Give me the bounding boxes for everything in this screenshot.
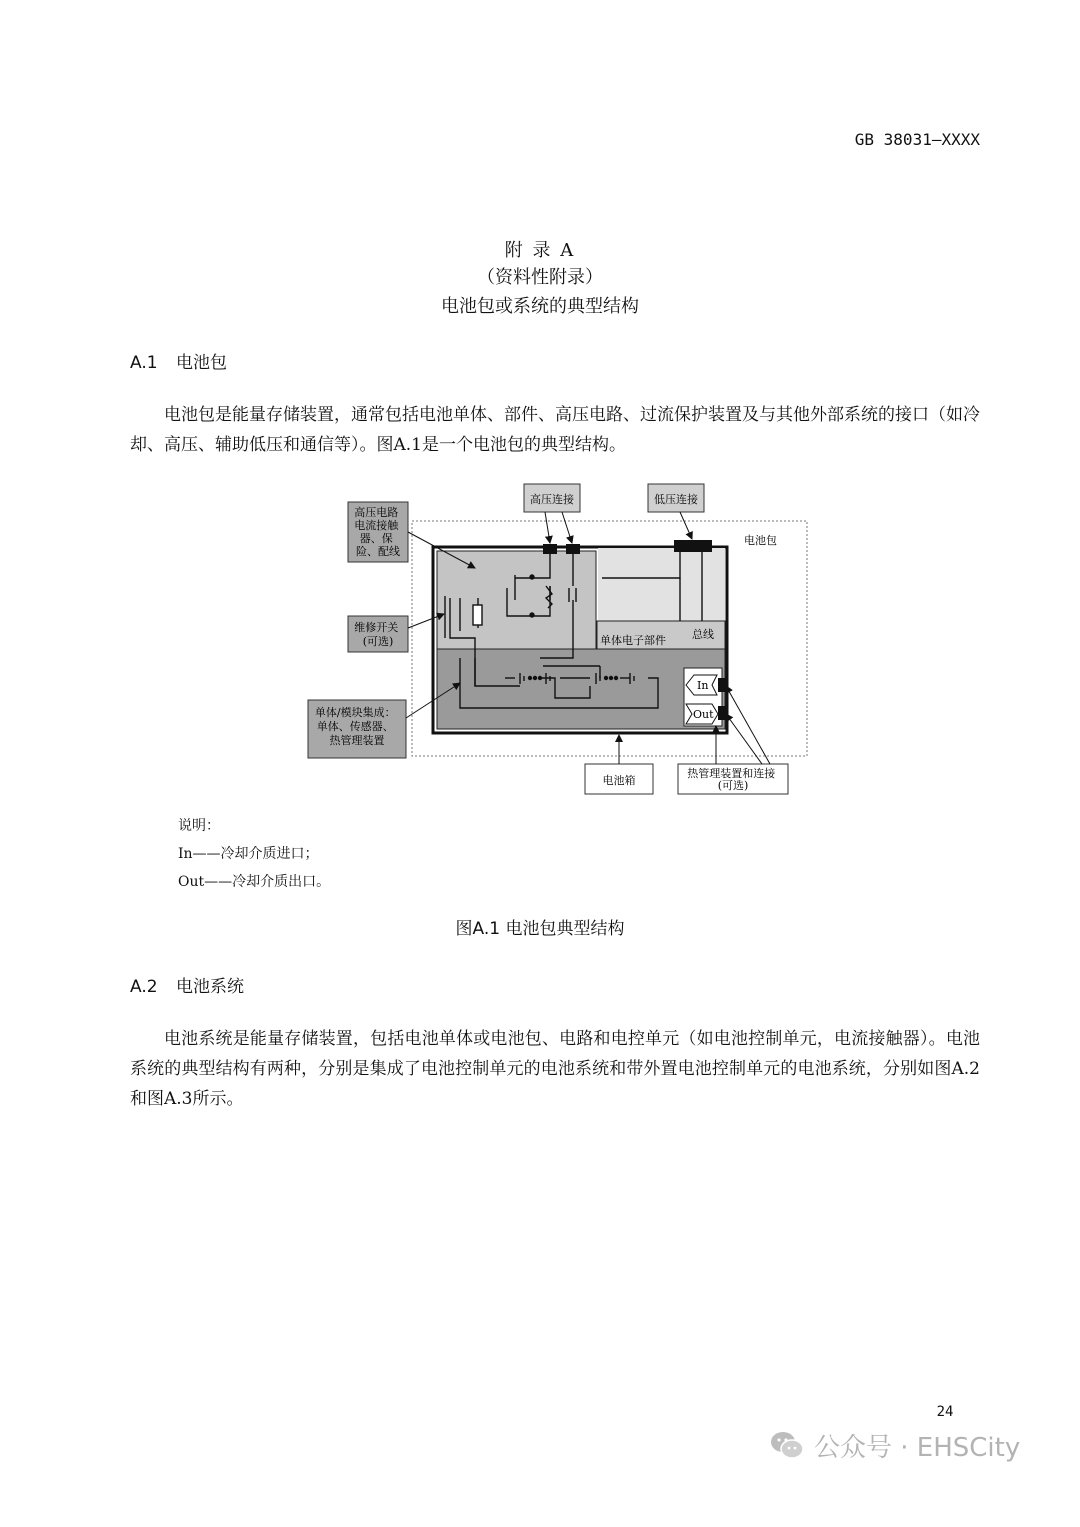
out-connector [718,706,726,720]
out-label: Out [693,708,714,721]
figure-caption: 图A.1 电池包典型结构 [455,919,625,939]
hv-connector-1 [543,544,557,554]
section-a1-number: A.1 [130,353,158,373]
cell-electronics-label: 单体电子部件 [600,634,666,647]
cell-module-area [437,649,725,729]
wechat-icon [770,1430,804,1460]
section-a1-paragraph: 电池包是能量存储装置，通常包括电池单体、部件、高压电路、过流保护装置及与其他外部系统的接口（如冷却、高压、辅助低压和通信等）。图A.1是一个电池包的典型结构。 [130,405,980,455]
watermark-text: 公众号 · EHSCity [814,1432,1021,1463]
battery-pack-label: 电池包 [744,534,777,547]
cell-module-label: 单体/模块集成： 单体、传感器、 热管理装置 [314,706,396,747]
hv-connector-2 [566,544,580,554]
section-a1-title: 电池包 [176,353,227,373]
document-code: GB 38031—XXXX [854,130,980,149]
hv-connection-label: 高压连接 [530,493,574,506]
in-label: In [697,679,709,692]
legend-item: Out——冷却介质出口。 [178,874,331,890]
figure-legend [178,812,330,896]
section-a2-number: A.2 [130,977,158,997]
battery-box-label: 电池箱 [602,774,636,787]
lv-connection-label: 低压连接 [654,493,698,506]
in-connector [718,678,726,692]
hv-circuit-area [437,551,596,649]
appendix-subtitle: （资料性附录） [477,267,603,288]
battery-pack-diagram [300,478,820,800]
lv-connector [674,540,712,552]
bus-label: 总线 [692,628,714,641]
appendix-heading: 电池包或系统的典型结构 [441,296,639,317]
legend-title: 说明： [178,818,220,834]
section-a2-paragraph: 电池系统是能量存储装置，包括电池单体或电池包、电路和电控单元（如电池控制单元，电流接触器）。电池系统的典型结构有两种，分别是集成了电池控制单元的电池系统和带外置电池控制单元的电池系统，分别如图A.2和图A.3所示。 [130,1029,980,1109]
legend-item: In——冷却介质进口； [178,846,319,862]
appendix-title: 附 录 A [504,240,576,261]
service-switch-label: 维修开关 (可选) [354,621,399,648]
watermark [770,1423,1020,1467]
section-a1-heading [130,348,227,373]
section-a2-title: 电池系统 [176,977,244,997]
page-number: 24 [936,1404,954,1420]
section-a2-heading [130,972,244,997]
thermal-label: 热管理装置和连接 (可选) [687,767,776,792]
hv-circuit-label: 高压电路 电流接触 器、保 险、配线 [354,506,400,558]
